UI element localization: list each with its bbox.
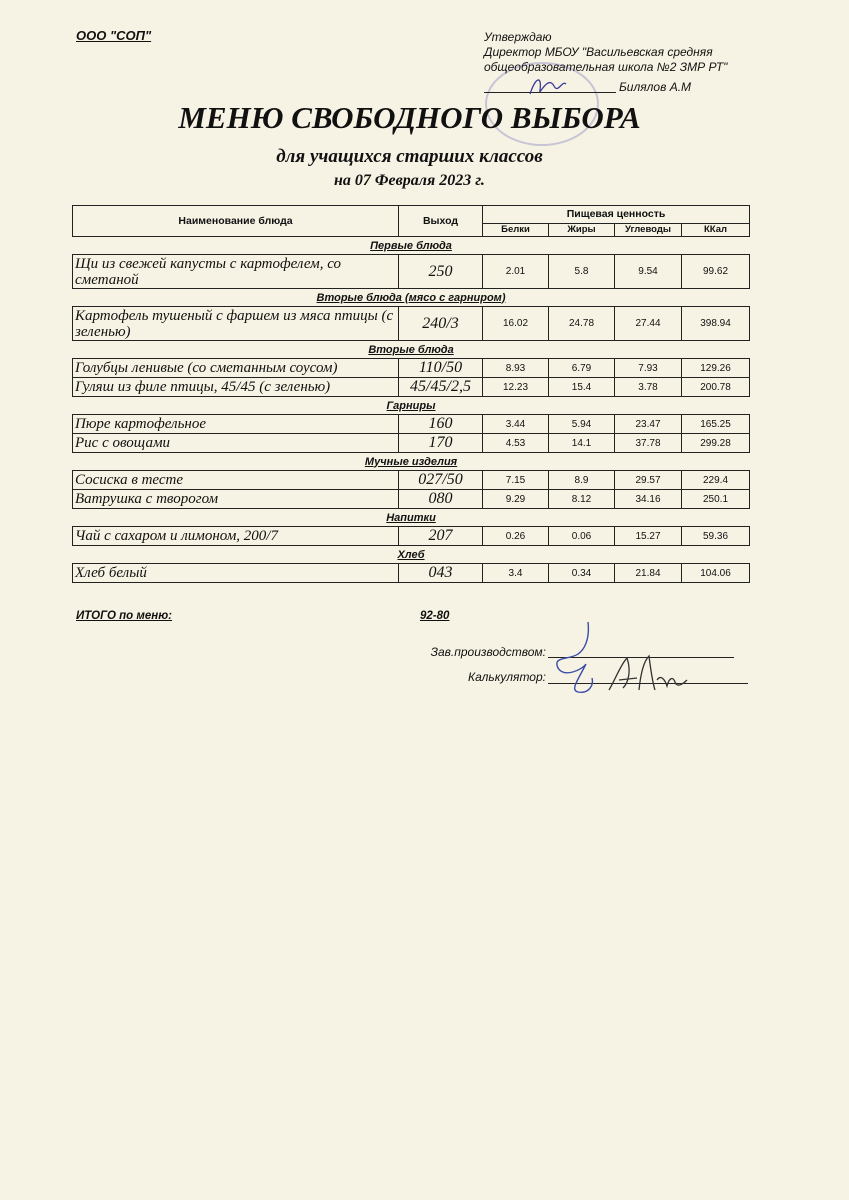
menu-title: МЕНЮ СВОБОДНОГО ВЫБОРА [178, 100, 641, 135]
dish-output: 170 [399, 434, 483, 453]
header-carbs: Углеводы [615, 223, 682, 236]
dish-output: 080 [399, 490, 483, 509]
menu-table [72, 205, 750, 583]
dish-carbs: 34.16 [615, 490, 682, 509]
dish-carbs: 15.27 [615, 527, 682, 546]
dish-kcal: 299.28 [682, 434, 750, 453]
table-row [73, 527, 750, 546]
dish-fats: 5.8 [549, 255, 615, 289]
dish-name: Пюре картофельное [73, 415, 399, 434]
table-row [73, 490, 750, 509]
section-row [73, 341, 750, 359]
dish-kcal: 104.06 [682, 564, 750, 583]
table-row [73, 378, 750, 397]
total-label: ИТОГО по меню: [76, 610, 173, 622]
table-row [73, 471, 750, 490]
dish-output: 207 [399, 527, 483, 546]
dish-fats: 14.1 [549, 434, 615, 453]
section-title: Хлеб [397, 548, 425, 561]
approval-line: Утверждаю [484, 30, 552, 44]
dish-output: 160 [399, 415, 483, 434]
header-dish: Наименование блюда [73, 206, 399, 237]
dish-name: Ватрушка с творогом [73, 490, 399, 509]
dish-name: Щи из свежей капусты с картофелем, со сметаной [73, 255, 399, 289]
dish-kcal: 59.36 [682, 527, 750, 546]
dish-proteins: 3.4 [483, 564, 549, 583]
calculator-signature [605, 650, 690, 700]
total-value: 92-80 [420, 610, 450, 622]
section-row [73, 453, 750, 471]
section-row [73, 546, 750, 564]
dish-proteins: 2.01 [483, 255, 549, 289]
dish-name: Голубцы ленивые (со сметанным соусом) [73, 359, 399, 378]
dish-name: Рис с овощами [73, 434, 399, 453]
dish-fats: 5.94 [549, 415, 615, 434]
dish-kcal: 165.25 [682, 415, 750, 434]
organization-name: ООО "СОП" [76, 28, 152, 43]
dish-kcal: 229.4 [682, 471, 750, 490]
table-row [73, 307, 750, 341]
dish-carbs: 9.54 [615, 255, 682, 289]
dish-carbs: 21.84 [615, 564, 682, 583]
dish-carbs: 7.93 [615, 359, 682, 378]
dish-fats: 8.12 [549, 490, 615, 509]
dish-fats: 6.79 [549, 359, 615, 378]
header-fats: Жиры [549, 223, 615, 236]
dish-fats: 8.9 [549, 471, 615, 490]
dish-name: Чай с сахаром и лимоном, 200/7 [73, 527, 399, 546]
section-title: Напитки [386, 511, 436, 524]
dish-name: Картофель тушеный с фаршем из мяса птицы (с зеленью) [73, 307, 399, 341]
dish-kcal: 398.94 [682, 307, 750, 341]
dish-output: 110/50 [399, 359, 483, 378]
section-title: Вторые блюда (мясо с гарниром) [316, 291, 506, 304]
calculator-label: Калькулятор: [468, 670, 546, 684]
dish-name: Гуляш из филе птицы, 45/45 (с зеленью) [73, 378, 399, 397]
table-row [73, 434, 750, 453]
dish-name: Сосиска в тесте [73, 471, 399, 490]
section-title: Мучные изделия [364, 455, 458, 468]
menu-date: на 07 Февраля 2023 г. [334, 172, 485, 189]
dish-fats: 15.4 [549, 378, 615, 397]
section-title: Гарниры [386, 399, 436, 412]
dish-output: 250 [399, 255, 483, 289]
dish-carbs: 37.78 [615, 434, 682, 453]
dish-output: 45/45/2,5 [399, 378, 483, 397]
section-row [73, 397, 750, 415]
dish-carbs: 29.57 [615, 471, 682, 490]
approval-line: Директор МБОУ "Васильевская средняя [484, 45, 713, 59]
header-output: Выход [399, 206, 483, 237]
dish-output: 240/3 [399, 307, 483, 341]
dish-proteins: 3.44 [483, 415, 549, 434]
section-title: Вторые блюда [368, 343, 454, 356]
approval-line: общеобразовательная школа №2 ЗМР РТ" [484, 60, 728, 74]
dish-kcal: 99.62 [682, 255, 750, 289]
section-title: Первые блюда [370, 239, 452, 252]
production-manager-label: Зав.производством: [430, 645, 546, 659]
section-row [73, 289, 750, 307]
section-row [73, 509, 750, 527]
header-nutrition: Пищевая ценность [483, 206, 750, 224]
production-manager-signature [548, 620, 608, 700]
table-row [73, 415, 750, 434]
director-name: Билялов А.М [619, 80, 692, 94]
dish-proteins: 16.02 [483, 307, 549, 341]
dish-kcal: 129.26 [682, 359, 750, 378]
dish-proteins: 12.23 [483, 378, 549, 397]
dish-kcal: 200.78 [682, 378, 750, 397]
dish-output: 027/50 [399, 471, 483, 490]
dish-proteins: 4.53 [483, 434, 549, 453]
dish-carbs: 3.78 [615, 378, 682, 397]
dish-carbs: 27.44 [615, 307, 682, 341]
dish-proteins: 0.26 [483, 527, 549, 546]
table-row [73, 564, 750, 583]
dish-fats: 0.06 [549, 527, 615, 546]
dish-name: Хлеб белый [73, 564, 399, 583]
dish-fats: 0.34 [549, 564, 615, 583]
section-row [73, 237, 750, 255]
menu-subtitle: для учащихся старших классов [276, 146, 543, 167]
dish-fats: 24.78 [549, 307, 615, 341]
table-row [73, 359, 750, 378]
table-row [73, 255, 750, 289]
dish-output: 043 [399, 564, 483, 583]
dish-proteins: 9.29 [483, 490, 549, 509]
dish-kcal: 250.1 [682, 490, 750, 509]
dish-proteins: 8.93 [483, 359, 549, 378]
dish-proteins: 7.15 [483, 471, 549, 490]
dish-carbs: 23.47 [615, 415, 682, 434]
approval-block [484, 30, 728, 94]
header-kcal: ККал [682, 223, 750, 236]
header-proteins: Белки [483, 223, 549, 236]
